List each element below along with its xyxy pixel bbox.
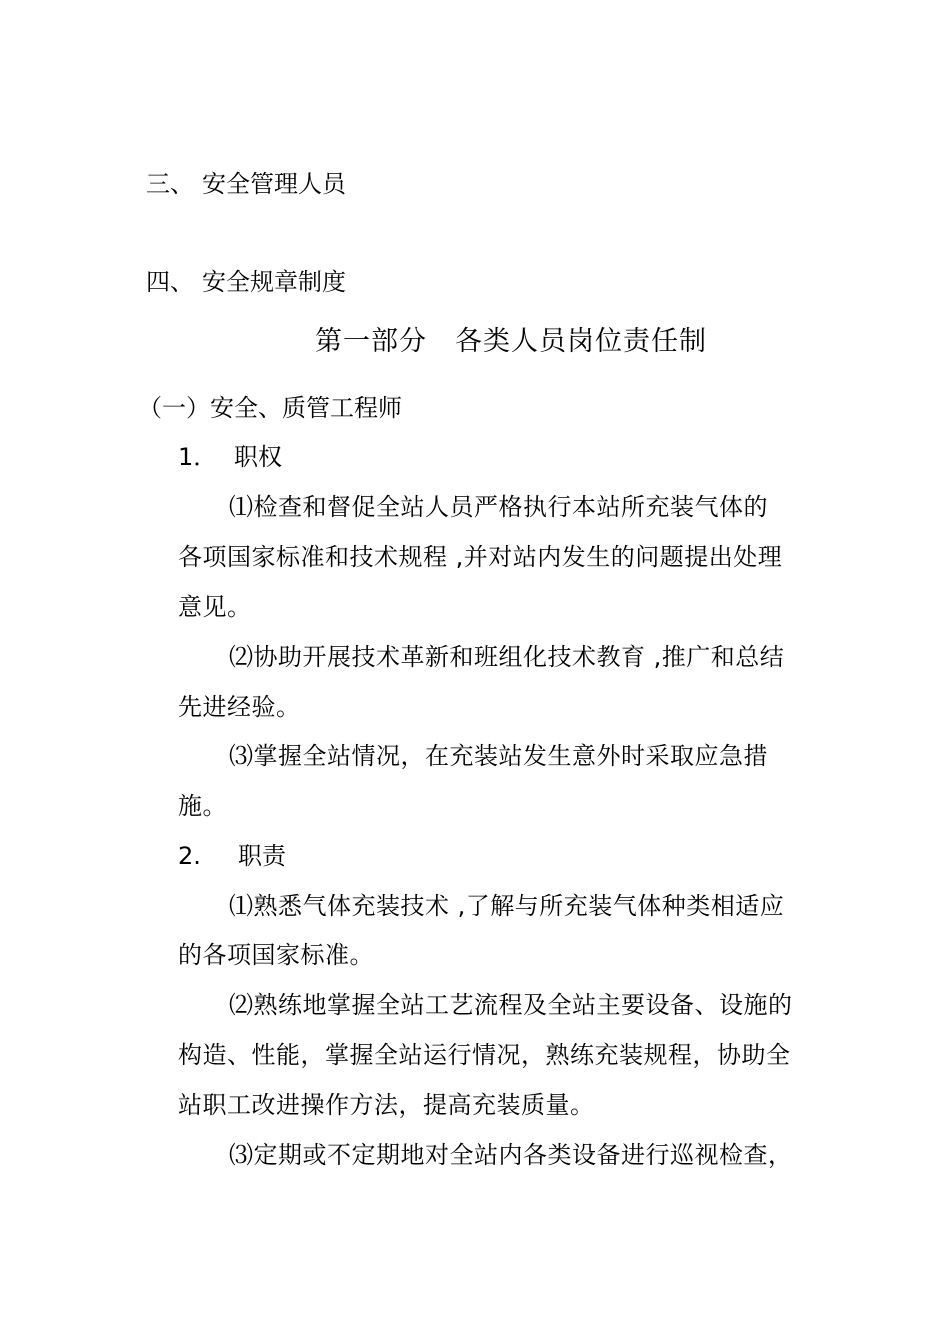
section-3-number: 三、 [146, 170, 194, 198]
paragraph-line: ⑴熟悉气体充装技术 ,了解与所充装气体种类相适应 [229, 892, 785, 920]
paragraph-line: 的各项国家标准。 [178, 941, 374, 969]
item-2-heading [178, 840, 286, 872]
section-4-text: 安全规章制度 [202, 268, 346, 296]
paragraph-line: ⑴检查和督促全站人员严格执行本站所充装气体的 [229, 493, 768, 521]
sub-title: （一）安全、质管工程师 [138, 394, 402, 422]
paragraph-line: 各项国家标准和技术规程 ,并对站内发生的问题提出处理 [178, 543, 783, 571]
section-4 [146, 266, 346, 298]
section-3-text: 安全管理人员 [202, 170, 346, 198]
item-2-number: 2. [178, 842, 201, 870]
item-1-number: 1． [178, 443, 218, 471]
paragraph-line: ⑵熟练地掌握全站工艺流程及全站主要设备、设施的 [229, 991, 793, 1019]
section-3 [146, 168, 346, 200]
part-title: 第一部分 各类人员岗位责任制 [315, 326, 707, 357]
item-1-heading [178, 441, 282, 473]
paragraph-line: 站职工改进操作方法，提高充装质量。 [178, 1091, 595, 1119]
paragraph-line: 先进经验。 [178, 693, 301, 721]
item-2-text: 职责 [238, 842, 286, 870]
paragraph-line: ⑵协助开展技术革新和班组化技术教育 ,推广和总结 [229, 643, 785, 671]
paragraph-line: ⑶定期或不定期地对全站内各类设备进行巡视检查， [229, 1141, 793, 1169]
item-1-text: 职权 [234, 443, 282, 471]
paragraph-line: ⑶掌握全站情况，在充装站发生意外时采取应急措 [229, 742, 768, 770]
paragraph-line: 构造、性能，掌握全站运行情况，熟练充装规程，协助全 [178, 1041, 791, 1069]
paragraph-line: 施。 [178, 792, 227, 820]
paragraph-line: 意见。 [178, 593, 252, 621]
section-4-number: 四、 [146, 268, 194, 296]
